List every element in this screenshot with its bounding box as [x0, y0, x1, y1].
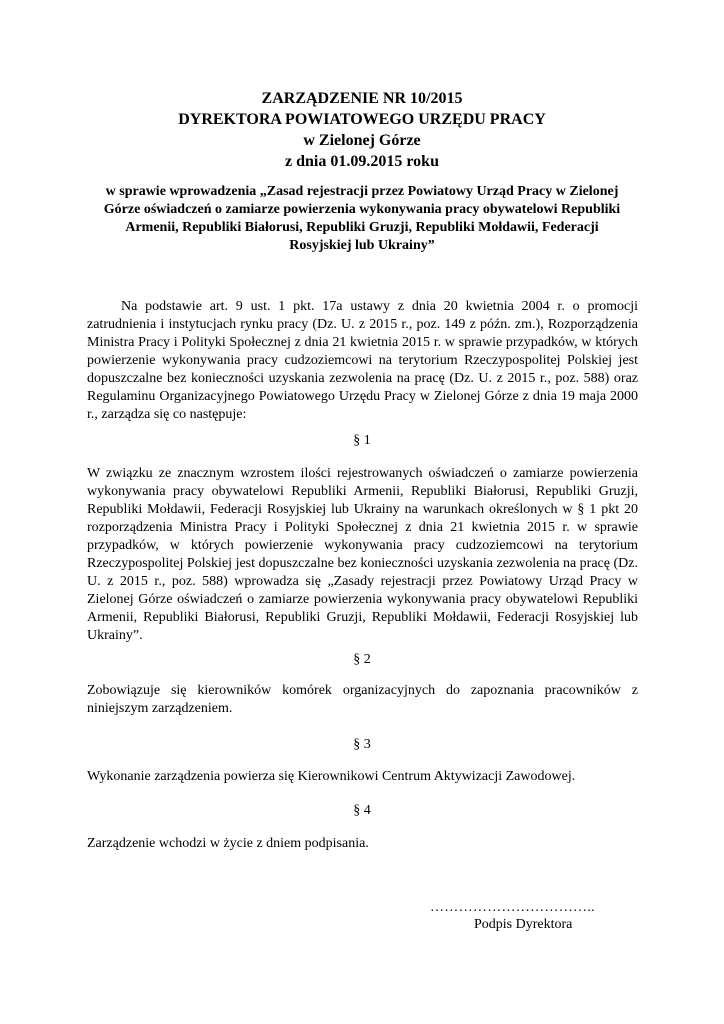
section-3-text: Wykonanie zarządzenia powierza się Kierownikowi Centrum Aktywizacji Zawodowej.: [87, 769, 576, 784]
header-issuer: DYREKTORA POWIATOWEGO URZĘDU PRACY: [178, 111, 546, 128]
signature-label: Podpis Dyrektora: [474, 917, 573, 932]
document-header: [0, 88, 724, 172]
signature-line: ……………………………..: [430, 900, 595, 915]
section-sign-3: § 3: [353, 737, 371, 752]
section-sign-4: § 4: [353, 803, 371, 818]
section-1-text: W związku ze znacznym wzrostem ilości rejestrowanych oświadczeń o zamiarze powierzenia wykonywania pracy obywatelowi Republiki Armenii, Republiki Białorusi, Republiki Gruzji, Republiki Mołdawii, Federacji Rosyjskiej lub Ukrainy na warunkach określonych w § 1 pkt 20 rozporządzenia Ministra Pracy i Polityki Społecznej z dnia 21 kwietnia 2015 r. w sprawie przypadków, w których powierzenie wykonywania pracy cudzoziemcowi na terytorium Rzeczypospolitej Polskiej jest dopuszczalne bez konieczności uzyskania zezwolenia na pracę (Dz. U. z 2015 r., poz. 588) wprowadza się „Zasady rejestracji przez Powiatowy Urząd Pracy w Zielonej Górze oświadczeń o zamiarze powierzenia wykonywania pracy obywatelowi Republiki Armenii, Republiki Białorusi, Republiki Gruzji, Republiki Mołdawii, Federacji Rosyjskiej lub Ukrainy”.: [87, 466, 638, 643]
header-title: ZARZĄDZENIE NR 10/2015: [261, 90, 463, 107]
document-subject: [95, 183, 629, 255]
subject-line: Armenii, Republiki Białorusi, Republiki Gruzji, Republiki Mołdawii, Federacji: [125, 220, 599, 235]
section-4-text: Zarządzenie wchodzi w życie z dniem podpisania.: [87, 836, 369, 851]
preamble-paragraph: Na podstawie art. 9 ust. 1 pkt. 17a ustawy z dnia 20 kwietnia 2004 r. o promocji zatrudnienia i instytucjach rynku pracy (Dz. U. z 2015 r., poz. 149 z późn. zm.), Rozporządzenia Ministra Pracy i Polityki Społecznej z dnia 21 kwietnia 2015 r. w sprawie przypadków, w których powierzenie wykonywania pracy cudzoziemcowi na terytorium Rzeczypospolitej Polskiej jest dopuszczalne bez konieczności uzyskania zezwolenia na pracę (Dz. U. z 2015 r., poz. 588) oraz Regulaminu Organizacyjnego Powiatowego Urzędu Pracy w Zielonej Górze z dnia 19 maja 2000 r., zarządza się co następuje:: [87, 299, 638, 422]
subject-line: w sprawie wprowadzenia „Zasad rejestracji przez Powiatowy Urząd Pracy w Zielonej: [105, 184, 619, 199]
subject-line: Górze oświadczeń o zamiarze powierzenia wykonywania pracy obywatelowi Republiki: [103, 202, 621, 217]
section-sign-1: § 1: [353, 433, 371, 448]
header-date: z dnia 01.09.2015 roku: [285, 153, 439, 170]
section-2-text: Zobowiązuje się kierowników komórek organizacyjnych do zapoznania pracowników z niniejszym zarządzeniem.: [87, 683, 638, 716]
header-location: w Zielonej Górze: [303, 132, 421, 149]
section-sign-2: § 2: [353, 652, 371, 667]
subject-line: Rosyjskiej lub Ukrainy”: [289, 238, 435, 253]
